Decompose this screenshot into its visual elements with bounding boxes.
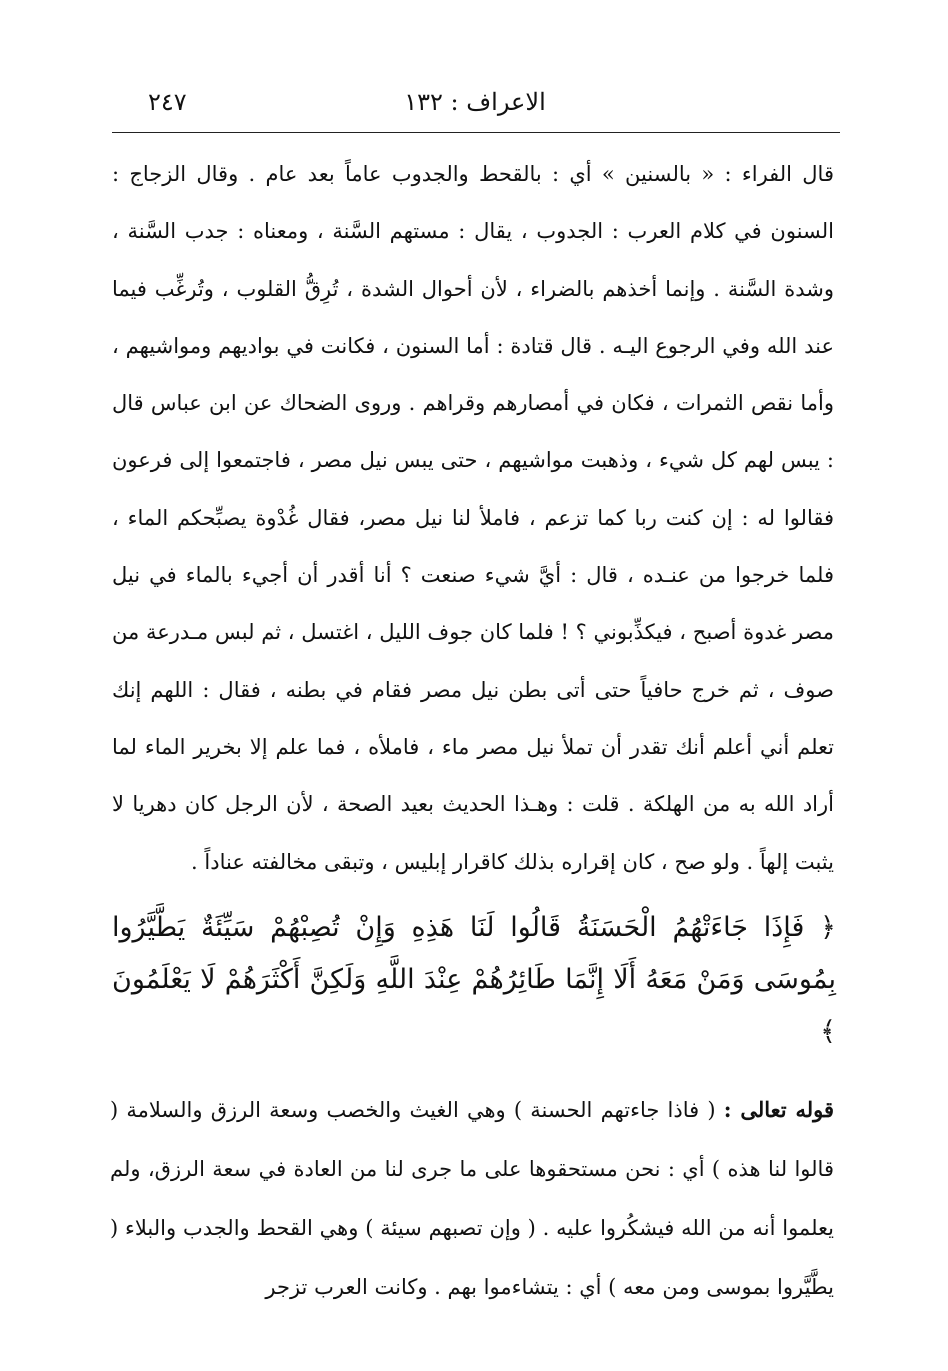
verse-text: ﴿ فَإِذَا جَاءَتْهُمُ الْحَسَنَةُ قَالُوا لَنَا هَذِهِ وَإِنْ تُصِبْهُمْ سَيِّئَةٌ يَطَّيَّرُوا بِمُوسَى وَمَنْ مَعَهُ أَلَا إِنَّمَا طَائِرُهُمْ عِنْدَ اللَّهِ وَلَكِنَّ أَكْثَرَهُمْ لَا يَعْلَمُونَ ﴾ [112,912,836,1047]
page-number: ٢٤٧ [148,88,187,116]
page-header [114,88,836,128]
verse-commentary [110,1080,834,1317]
running-title: الاعراف : ١٣٢ [404,88,546,116]
body-paragraph: قال الفراء : « بالسنين » أي : بالقحط والجدوب عاماً بعد عام . وقال الزجاج : السنون في كلام العرب : الجدوب ، يقال : مستهم السَّنة ، ومعناه : جدب السَّنة ، وشدة السَّنة . وإنما أخذهم بالضراء ، لأن أحوال الشدة ، تُرِقُّ القلوب ، وتُرغِّب فيما عند الله وفي الرجوع اليـه . قال قتادة : أما السنون ، فكانت في بواديهم ومواشيهم ، وأما نقص الثمرات ، فكان في أمصارهم وقراهم . وروى الضحاك عن ابن عباس قال : يبس لهم كل شيء ، وذهبت مواشيهم ، حتى يبس نيل مصر ، فاجتمعوا إلى فرعون فقالوا له : إن كنت ربا كما تزعم ، فاملأ لنا نيل مصر، فقال غُدْوة يصبِّحكم الماء ، فلما خرجوا من عنـده ، قال : أيَّ شيء صنعت ؟ أنا أقدر أن أجيء بالماء في نيل مصر غدوة أصبح ، فيكذِّبوني ؟ ! فلما كان جوف الليل ، اغتسل ، ثم لبس مـدرعة من صوف ، ثم خرج حافياً حتى أتى بطن نيل مصر فقام في بطنه ، فقال : اللهم إنك تعلم أني أعلم أنك تقدر أن تملأ نيل مصر ماء ، فاملأه ، فما علم إلا بخرير الماء لما أراد الله به من الهلكة . قلت : وهـذا الحديث بعيد الصحة ، لأن الرجل كان دهريا لا يثبت إلهاً . ولو صح ، كان إقراره بذلك كاقرار إبليس ، وتبقى مخالفته عناداً . [112,162,834,874]
header-rule [112,132,840,133]
quran-verse [112,902,836,1058]
commentary-paragraph [110,1080,834,1317]
tafsir-body [112,146,834,891]
commentary-lead: قوله تعالى : [723,1097,834,1122]
commentary-text: ( فاذا جاءتهم الحسنة ) وهي الغيث والخصب وسعة الرزق والسلامة ( قالوا لنا هذه ) أي : نحن مستحقوها على ما جرى لنا من العادة في سعة الرزق، ولم يعلموا أنه من الله فيشكُروا عليه . ( وإن تصبهم سيئة ) وهي القحط والجدب والبلاء ( يطَّيَّروا بموسى ومن معه ) أي : يتشاءموا بهم . وكانت العرب تزجر [110,1098,834,1299]
